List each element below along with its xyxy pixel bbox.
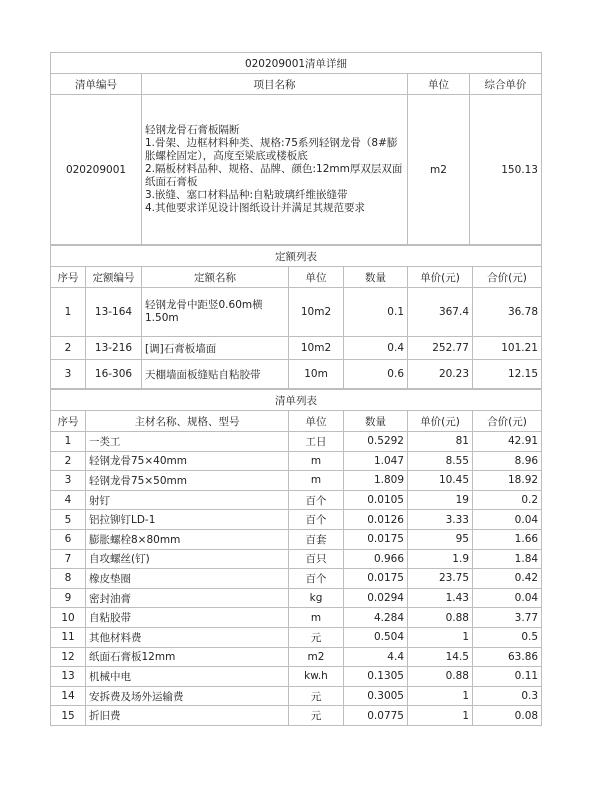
material-cell-unit: 百个 xyxy=(289,490,344,510)
quota-cell-unit: 10m2 xyxy=(289,337,344,360)
quota-cell-code: 13-164 xyxy=(86,288,142,337)
material-cell-total: 0.3 xyxy=(473,686,542,706)
item-desc-line: 4.其他要求详见设计图纸设计并满足其规范要求 xyxy=(145,202,366,214)
quota-section-title: 定额列表 xyxy=(51,246,542,267)
material-cell-no: 9 xyxy=(51,588,86,608)
quota-table xyxy=(50,245,542,389)
material-cell-price: 10.45 xyxy=(408,471,473,491)
quota-header: 合价(元) xyxy=(473,267,542,288)
material-cell-no: 8 xyxy=(51,569,86,589)
material-cell-total: 42.91 xyxy=(473,432,542,452)
quota-row xyxy=(51,360,542,389)
material-cell-qty: 0.504 xyxy=(344,627,408,647)
material-cell-qty: 0.0105 xyxy=(344,490,408,510)
material-cell-unit: 百个 xyxy=(289,510,344,530)
materials-header: 数量 xyxy=(344,411,408,432)
material-cell-name: 一类工 xyxy=(86,432,289,452)
material-cell-qty: 0.0126 xyxy=(344,510,408,530)
item-desc-line: 2.隔板材料品种、规格、品牌、颜色:12mm厚双层双面纸面石膏板 xyxy=(145,163,403,188)
item-code: 020209001 xyxy=(51,95,142,245)
material-cell-total: 0.11 xyxy=(473,667,542,687)
materials-section-title: 清单列表 xyxy=(51,390,542,411)
material-cell-no: 15 xyxy=(51,706,86,726)
quota-cell-name: 轻钢龙骨中距竖0.60m横1.50m xyxy=(142,288,289,337)
material-cell-price: 95 xyxy=(408,529,473,549)
quota-cell-qty: 0.6 xyxy=(344,360,408,389)
material-cell-price: 1.9 xyxy=(408,549,473,569)
material-cell-price: 1 xyxy=(408,627,473,647)
material-cell-no: 6 xyxy=(51,529,86,549)
item-desc-line: 1.骨架、边框材料种类、规格:75系列轻钢龙骨（8#膨胀螺栓固定），高度至梁底或楼板底 xyxy=(145,137,398,162)
material-cell-name: 机械中电 xyxy=(86,667,289,687)
material-cell-no: 7 xyxy=(51,549,86,569)
material-cell-unit: 元 xyxy=(289,686,344,706)
quota-cell-price: 252.77 xyxy=(408,337,473,360)
item-price: 150.13 xyxy=(470,95,542,245)
quota-cell-code: 13-216 xyxy=(86,337,142,360)
material-cell-price: 14.5 xyxy=(408,647,473,667)
material-cell-unit: 工日 xyxy=(289,432,344,452)
material-row xyxy=(51,432,542,452)
material-cell-total: 3.77 xyxy=(473,608,542,628)
material-cell-no: 5 xyxy=(51,510,86,530)
quota-cell-total: 101.21 xyxy=(473,337,542,360)
quota-header: 单价(元) xyxy=(408,267,473,288)
material-cell-qty: 0.966 xyxy=(344,549,408,569)
material-cell-qty: 0.1305 xyxy=(344,667,408,687)
material-cell-name: 自攻螺丝(钉) xyxy=(86,549,289,569)
material-cell-name: 自粘胶带 xyxy=(86,608,289,628)
material-cell-total: 0.04 xyxy=(473,510,542,530)
material-cell-price: 1 xyxy=(408,686,473,706)
material-cell-qty: 0.3005 xyxy=(344,686,408,706)
bill-detail-sheet xyxy=(50,52,541,726)
materials-table xyxy=(50,389,542,726)
material-cell-unit: m xyxy=(289,608,344,628)
quota-cell-qty: 0.4 xyxy=(344,337,408,360)
material-cell-name: 射钉 xyxy=(86,490,289,510)
material-cell-qty: 0.5292 xyxy=(344,432,408,452)
quota-cell-price: 20.23 xyxy=(408,360,473,389)
material-cell-qty: 0.0175 xyxy=(344,529,408,549)
quota-cell-price: 367.4 xyxy=(408,288,473,337)
quota-cell-qty: 0.1 xyxy=(344,288,408,337)
material-row xyxy=(51,588,542,608)
col-header-code: 清单编号 xyxy=(51,74,142,95)
material-cell-price: 8.55 xyxy=(408,451,473,471)
quota-cell-no: 1 xyxy=(51,288,86,337)
material-cell-qty: 0.0775 xyxy=(344,706,408,726)
quota-cell-total: 36.78 xyxy=(473,288,542,337)
material-row xyxy=(51,549,542,569)
materials-header: 主材名称、规格、型号 xyxy=(86,411,289,432)
item-desc-line: 轻钢龙骨石膏板隔断 xyxy=(145,124,240,136)
material-cell-unit: kw.h xyxy=(289,667,344,687)
material-row xyxy=(51,471,542,491)
material-cell-qty: 4.4 xyxy=(344,647,408,667)
material-row xyxy=(51,667,542,687)
material-cell-name: 折旧费 xyxy=(86,706,289,726)
material-cell-unit: 元 xyxy=(289,706,344,726)
material-cell-name: 轻钢龙骨75×50mm xyxy=(86,471,289,491)
material-cell-total: 1.84 xyxy=(473,549,542,569)
material-cell-unit: 元 xyxy=(289,627,344,647)
col-header-name: 项目名称 xyxy=(142,74,408,95)
material-row xyxy=(51,490,542,510)
material-cell-price: 0.88 xyxy=(408,667,473,687)
material-cell-no: 10 xyxy=(51,608,86,628)
material-cell-total: 0.42 xyxy=(473,569,542,589)
material-cell-price: 1.43 xyxy=(408,588,473,608)
quota-row xyxy=(51,288,542,337)
material-cell-unit: m xyxy=(289,471,344,491)
materials-header: 单位 xyxy=(289,411,344,432)
material-cell-total: 8.96 xyxy=(473,451,542,471)
materials-header: 合价(元) xyxy=(473,411,542,432)
material-cell-name: 膨胀螺栓8×80mm xyxy=(86,529,289,549)
material-cell-qty: 0.0175 xyxy=(344,569,408,589)
material-cell-no: 14 xyxy=(51,686,86,706)
material-cell-name: 纸面石膏板12mm xyxy=(86,647,289,667)
material-cell-name: 铝拉铆钉LD-1 xyxy=(86,510,289,530)
material-cell-unit: m xyxy=(289,451,344,471)
quota-cell-unit: 10m xyxy=(289,360,344,389)
material-cell-qty: 1.809 xyxy=(344,471,408,491)
material-cell-unit: 百套 xyxy=(289,529,344,549)
item-description xyxy=(142,95,408,245)
material-row xyxy=(51,647,542,667)
material-cell-name: 其他材料费 xyxy=(86,627,289,647)
materials-header: 单价(元) xyxy=(408,411,473,432)
quota-row xyxy=(51,337,542,360)
material-cell-name: 橡皮垫圈 xyxy=(86,569,289,589)
material-cell-qty: 0.0294 xyxy=(344,588,408,608)
quota-header: 定额名称 xyxy=(142,267,289,288)
sheet-title: 020209001清单详细 xyxy=(51,53,542,74)
material-cell-qty: 1.047 xyxy=(344,451,408,471)
material-cell-total: 18.92 xyxy=(473,471,542,491)
bill-item-table xyxy=(50,52,542,245)
material-cell-price: 3.33 xyxy=(408,510,473,530)
material-cell-no: 4 xyxy=(51,490,86,510)
material-row xyxy=(51,706,542,726)
material-row xyxy=(51,510,542,530)
material-cell-total: 0.5 xyxy=(473,627,542,647)
quota-header: 序号 xyxy=(51,267,86,288)
col-header-price: 综合单价 xyxy=(470,74,542,95)
material-row xyxy=(51,569,542,589)
material-row xyxy=(51,686,542,706)
material-cell-unit: m2 xyxy=(289,647,344,667)
material-cell-total: 0.08 xyxy=(473,706,542,726)
material-cell-price: 81 xyxy=(408,432,473,452)
material-cell-no: 13 xyxy=(51,667,86,687)
quota-cell-name: [调]石膏板墙面 xyxy=(142,337,289,360)
material-cell-no: 2 xyxy=(51,451,86,471)
material-row xyxy=(51,608,542,628)
material-cell-unit: 百个 xyxy=(289,569,344,589)
material-cell-price: 19 xyxy=(408,490,473,510)
material-row xyxy=(51,627,542,647)
material-cell-price: 1 xyxy=(408,706,473,726)
material-cell-no: 1 xyxy=(51,432,86,452)
item-desc-line: 3.嵌缝、塞口材料品种:自粘玻璃纤维嵌缝带 xyxy=(145,189,348,201)
material-cell-total: 1.66 xyxy=(473,529,542,549)
material-cell-name: 安拆费及场外运输费 xyxy=(86,686,289,706)
materials-header: 序号 xyxy=(51,411,86,432)
quota-cell-code: 16-306 xyxy=(86,360,142,389)
material-cell-price: 23.75 xyxy=(408,569,473,589)
material-cell-no: 12 xyxy=(51,647,86,667)
material-row xyxy=(51,529,542,549)
quota-cell-total: 12.15 xyxy=(473,360,542,389)
quota-header: 单位 xyxy=(289,267,344,288)
quota-header: 定额编号 xyxy=(86,267,142,288)
material-cell-total: 0.2 xyxy=(473,490,542,510)
material-cell-unit: 百只 xyxy=(289,549,344,569)
material-cell-total: 63.86 xyxy=(473,647,542,667)
material-row xyxy=(51,451,542,471)
material-cell-price: 0.88 xyxy=(408,608,473,628)
material-cell-total: 0.04 xyxy=(473,588,542,608)
quota-cell-no: 2 xyxy=(51,337,86,360)
material-cell-qty: 4.284 xyxy=(344,608,408,628)
material-cell-name: 密封油膏 xyxy=(86,588,289,608)
quota-cell-no: 3 xyxy=(51,360,86,389)
material-cell-no: 3 xyxy=(51,471,86,491)
quota-cell-unit: 10m2 xyxy=(289,288,344,337)
item-unit: m2 xyxy=(408,95,470,245)
quota-cell-name: 天棚墙面板缝贴自粘胶带 xyxy=(142,360,289,389)
material-cell-name: 轻钢龙骨75×40mm xyxy=(86,451,289,471)
material-cell-no: 11 xyxy=(51,627,86,647)
material-cell-unit: kg xyxy=(289,588,344,608)
quota-header: 数量 xyxy=(344,267,408,288)
col-header-unit: 单位 xyxy=(408,74,470,95)
